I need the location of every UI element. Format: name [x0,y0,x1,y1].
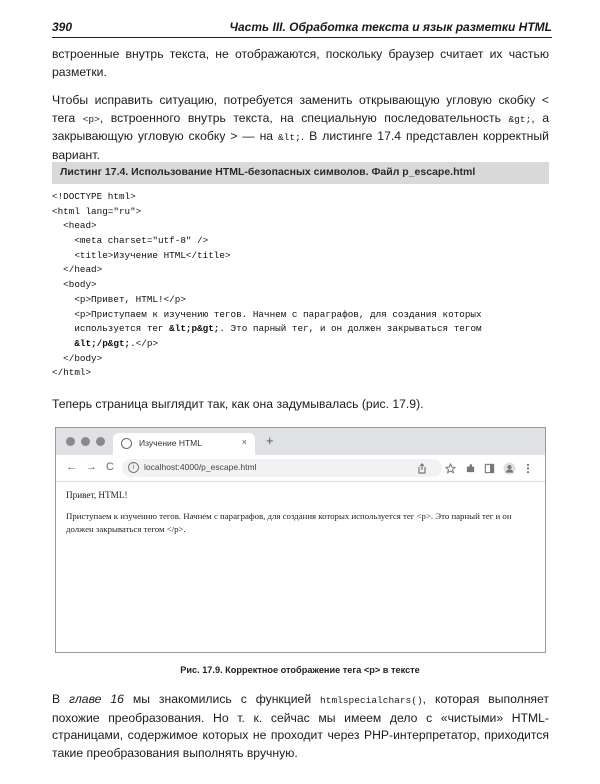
text-run: , которая выполняет похожие преобразования. Но т. к. сейчас мы имеем дело с «чистыми» HTML-страницами, содержимое которых не проходит через PHP-интерпретатор, приходится такие преобразования выполнять вручную. [52,692,549,760]
page-paragraph-1: Привет, HTML! [66,490,128,500]
code-line: <title>Изучение HTML</title> [52,249,231,261]
text-run: , а закрывающую угловую скобку > — на [52,110,549,144]
browser-screenshot [55,427,546,653]
code-listing [52,190,549,381]
text-run: В [52,692,70,706]
tab-title: Изучение HTML [139,438,202,448]
text-run: мы знакомились с функцией [123,692,321,706]
window-maximize-dot[interactable] [96,437,105,446]
navigation-bar [56,455,545,482]
code-line: <meta charset="utf-8" /> [52,235,209,247]
code-line: <body> [52,279,97,291]
text-run: . В листинге 17.4 представлен корректный вариант. [52,129,549,162]
page-number: 390 [52,20,73,34]
reload-icon[interactable]: C [106,461,114,473]
running-header [52,20,552,38]
globe-icon [121,438,132,449]
code-line: </head> [52,264,103,276]
code-run: .</p> [130,337,159,349]
listing-caption: Листинг 17.4. Использование HTML-безопасных символов. Файл p_escape.html [52,162,549,184]
chapter-reference: главе 16 [69,692,124,706]
info-icon[interactable]: i [128,462,139,473]
code-line: </html> [52,367,92,379]
figure-caption: Рис. 17.9. Корректное отображение тега <p> в тексте [180,665,420,675]
browser-tab[interactable] [113,433,255,455]
code-line: <head> [52,220,97,232]
text-run: , встроенного внутрь текста, на специальную последовательность [99,110,509,125]
back-icon[interactable]: ← [66,461,77,473]
code-run [52,338,74,349]
inline-code: &lt; [278,132,301,144]
extensions-icon[interactable] [465,463,476,474]
close-icon[interactable]: × [241,437,247,447]
inline-code: &gt; [508,113,532,125]
share-icon[interactable] [417,463,427,474]
window-close-dot[interactable] [66,437,75,446]
menu-icon[interactable] [526,463,530,474]
code-run: . Это парный тег, и он должен закрываться тегом [219,323,482,335]
address-bar[interactable] [122,459,442,477]
paragraph-4 [52,691,549,762]
sidebar-icon[interactable] [484,463,495,474]
inline-code: htmlspecialchars() [320,695,423,706]
code-line: <!DOCTYPE html> [52,191,136,202]
code-entity: &lt;/p&gt; [74,337,131,349]
tab-bar [56,428,545,455]
running-title: Часть III. Обработка текста и язык разметки HTML [229,20,552,34]
new-tab-button[interactable]: + [266,433,274,448]
code-line: <p>Приступаем к изучению тегов. Начнем с параграфов, для создания которых [52,308,482,320]
url-text: localhost:4000/p_escape.html [144,462,257,472]
paragraph-2 [52,92,549,164]
page-content [66,490,536,536]
page-paragraph-2: Приступаем к изучению тегов. Начнем с параграфов, для создания которых используется тег <p>. Это парный тег и он должен закрываться тегом </p>. [66,511,512,534]
code-line: </body> [52,352,103,364]
text-run: Чтобы исправить ситуацию, потребуется заменить открывающую угловую скобку < тега [52,93,549,125]
inline-code: <p> [82,113,100,125]
code-line [52,337,549,352]
code-line: <html lang="ru"> [52,205,142,217]
code-entity: &lt;p&gt; [169,323,220,335]
paragraph-3: Теперь страница выглядит так, как она задумывалась (рис. 17.9). [52,397,424,411]
window-minimize-dot[interactable] [81,437,90,446]
code-line [52,322,549,337]
forward-icon[interactable]: → [86,461,97,473]
star-icon[interactable] [445,463,456,474]
profile-icon[interactable] [503,462,516,475]
code-run: используется тег [52,323,170,335]
paragraph-1: встроенные внутрь текста, не отображаются, поскольку браузер считает их частью разметки. [52,47,549,79]
code-line: <p>Привет, HTML!</p> [52,293,186,305]
